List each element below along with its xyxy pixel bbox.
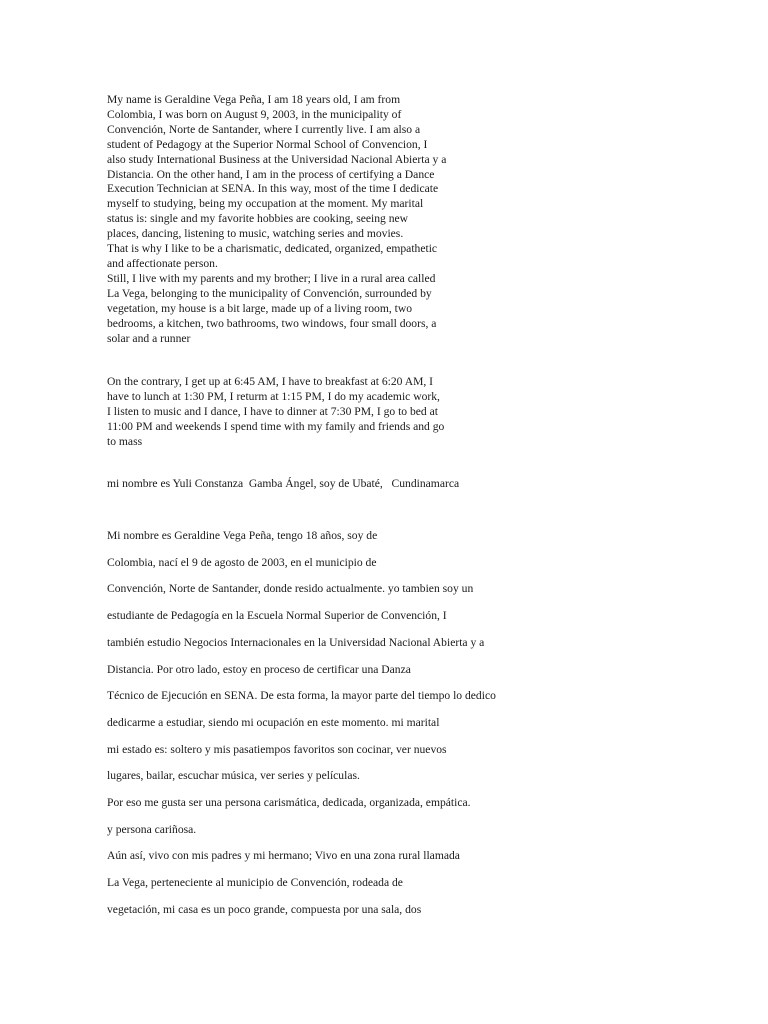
- text-line: Técnico de Ejecución en SENA. De esta forma, la mayor parte del tiempo lo dedico: [107, 689, 496, 703]
- english-routine-paragraph: [107, 375, 444, 450]
- text-line: Colombia, nací el 9 de agosto de 2003, en el municipio de: [107, 555, 377, 569]
- text-line: vegetation, my house is a bit large, made up of a living room, two: [107, 301, 413, 315]
- text-line: mi estado es: soltero y mis pasatiempos favoritos son cocinar, ver nuevos: [107, 742, 447, 756]
- text-line: Mi nombre es Geraldine Vega Peña, tengo 18 años, soy de: [107, 529, 378, 542]
- text-line: to mass: [107, 434, 143, 448]
- text-line: también estudio Negocios Internacionales en la Universidad Nacional Abierta y a: [107, 635, 485, 649]
- text-line: Distancia. On the other hand, I am in the process of certifying a Dance: [107, 167, 435, 181]
- text-line: Aún así, vivo con mis padres y mi hermano; Vivo en una zona rural llamada: [107, 849, 460, 863]
- text-line: myself to studying, being my occupation at the moment. My marital: [107, 197, 424, 211]
- text-line: Convención, Norte de Santander, donde resido actualmente. yo tambien soy un: [107, 582, 474, 596]
- text-line: 11:00 PM and weekends I spend time with my family and friends and go: [107, 419, 445, 433]
- text-line: Execution Technician at SENA. In this way, most of the time I dedicate: [107, 182, 439, 196]
- text-line: student of Pedagogy at the Superior Normal School of Convencion, I: [107, 137, 428, 151]
- text-line: y persona cariñosa.: [107, 822, 197, 836]
- text-line: Convención, Norte de Santander, where I currently live. I am also a: [107, 122, 421, 136]
- text-line: Distancia. Por otro lado, estoy en proceso de certificar una Danza: [107, 662, 411, 676]
- text-line: On the contrary, I get up at 6:45 AM, I have to breakfast at 6:20 AM, I: [107, 375, 434, 388]
- text-line: also study International Business at the Universidad Nacional Abierta y a: [107, 152, 447, 166]
- text-line: estudiante de Pedagogía en la Escuela Normal Superior de Convención, I: [107, 609, 447, 623]
- text-line: I listen to music and I dance, I have to dinner at 7:30 PM, I go to bed at: [107, 404, 438, 418]
- text-line: solar and a runner: [107, 331, 191, 345]
- text-line: Still, I live with my parents and my brother; I live in a rural area called: [107, 271, 436, 285]
- text-line: Colombia, I was born on August 9, 2003, in the municipality of: [107, 107, 402, 121]
- text-line: La Vega, belonging to the municipality of Convención, surrounded by: [107, 286, 432, 300]
- second-author-line: mi nombre es Yuli Constanza Gamba Ángel, soy de Ubaté, Cundinamarca: [107, 477, 460, 490]
- text-line: Por eso me gusta ser una persona carismática, dedicada, organizada, empática.: [107, 796, 471, 810]
- text-line: status is: single and my favorite hobbies are cooking, seeing new: [107, 212, 409, 226]
- english-intro-paragraph: [107, 93, 446, 346]
- text-line: bedrooms, a kitchen, two bathrooms, two windows, four small doors, a: [107, 316, 437, 330]
- text-line: places, dancing, listening to music, watching series and movies.: [107, 227, 404, 241]
- text-line: My name is Geraldine Vega Peña, I am 18 years old, I am from: [107, 93, 401, 106]
- text-line: vegetación, mi casa es un poco grande, compuesta por una sala, dos: [107, 902, 422, 916]
- spanish-translation-paragraph: [107, 523, 496, 924]
- text-line: That is why I like to be a charismatic, dedicated, organized, empathetic: [107, 242, 438, 256]
- text-line: La Vega, perteneciente al municipio de Convención, rodeada de: [107, 876, 403, 890]
- text-line: and affectionate person.: [107, 256, 218, 270]
- text-line: have to lunch at 1:30 PM, I returm at 1:15 PM, I do my academic work,: [107, 389, 440, 403]
- text-line: dedicarme a estudiar, siendo mi ocupación en este momento. mi marital: [107, 715, 440, 729]
- text-line: lugares, bailar, escuchar música, ver series y películas.: [107, 769, 360, 783]
